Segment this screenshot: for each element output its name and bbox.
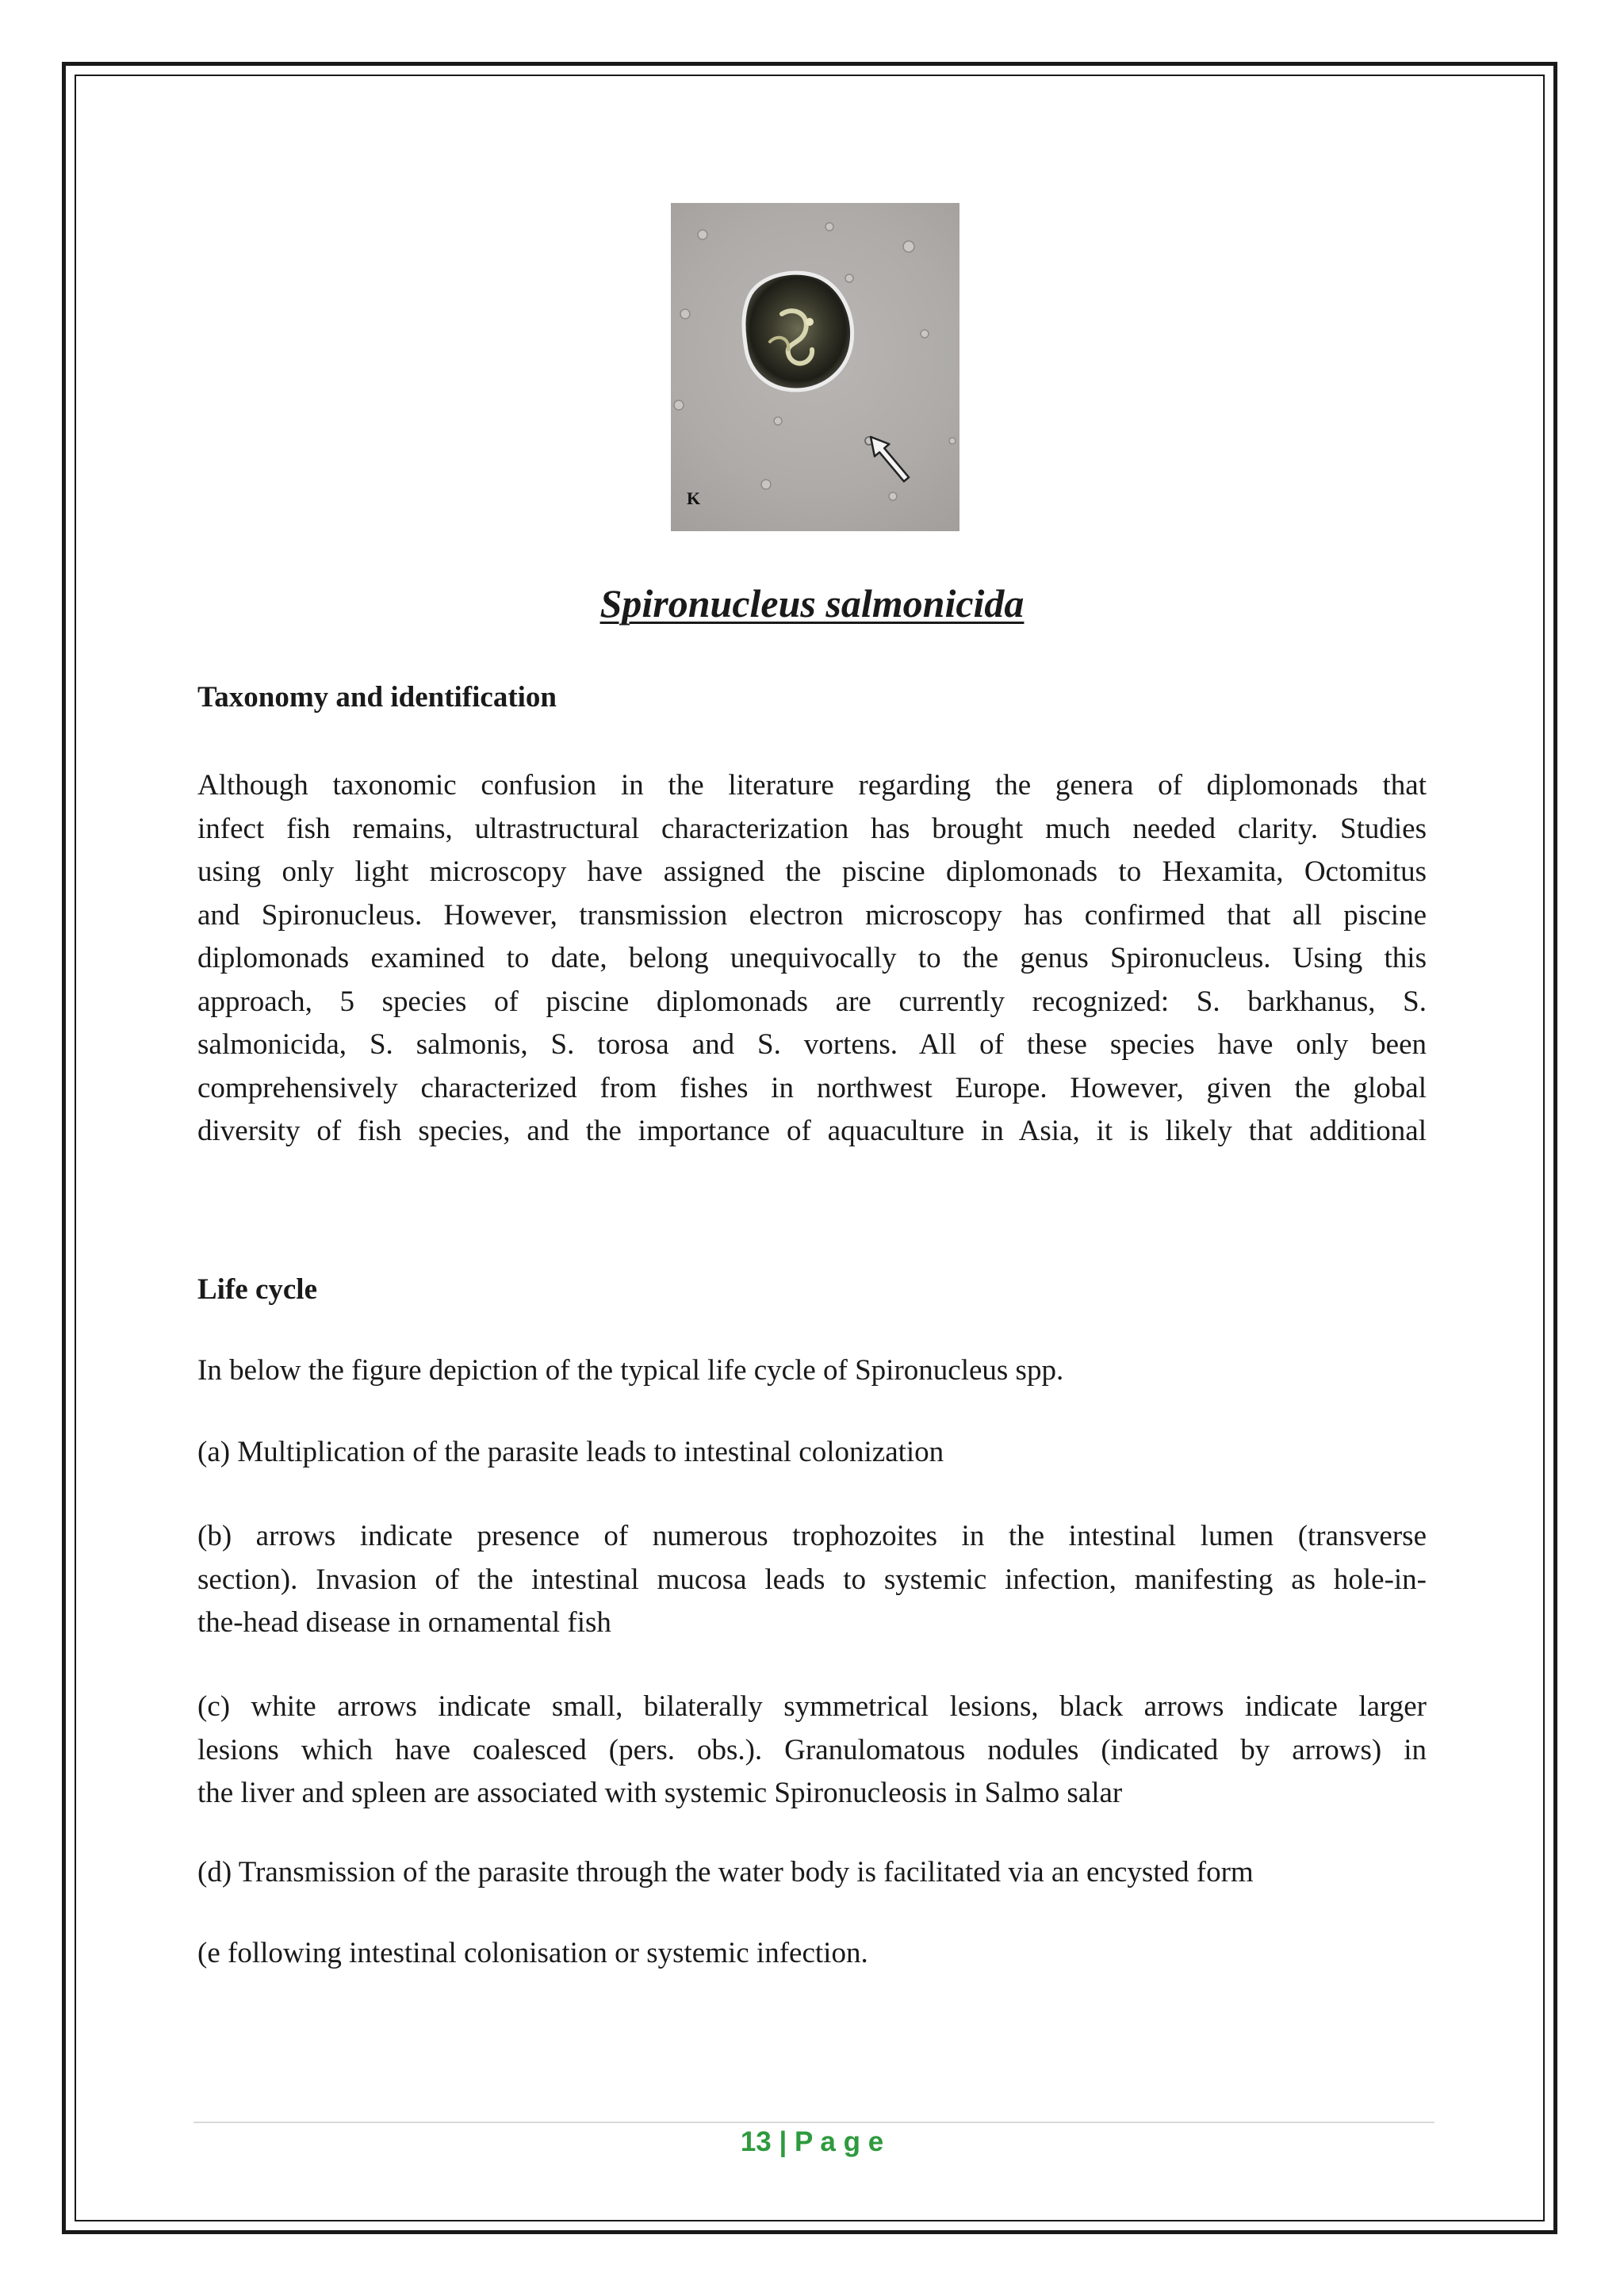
- micrograph-image: [671, 203, 959, 531]
- taxonomy-line: comprehensively characterized from fishes in northwest Europe. However, given the global: [197, 1071, 1427, 1104]
- taxonomy-line: infect fish remains, ultrastructural characterization has brought much needed clarity. Studies: [197, 812, 1427, 845]
- heading-life-cycle: Life cycle: [197, 1273, 317, 1306]
- taxonomy-line: and Spironucleus. However, transmission electron microscopy has confirmed that all piscine: [197, 898, 1427, 932]
- life-cycle-intro: In below the figure depiction of the typical life cycle of Spironucleus spp.: [197, 1354, 1064, 1387]
- taxonomy-line: salmonicida, S. salmonis, S. torosa and S. vortens. All of these species have only been: [197, 1028, 1427, 1061]
- page-number: 13 | P a g e: [740, 2126, 884, 2157]
- taxonomy-line: diversity of fish species, and the importance of aquaculture in Asia, it is likely that additional: [197, 1115, 1427, 1147]
- footer-divider: [193, 2122, 1434, 2123]
- taxonomy-paragraph: [197, 764, 1427, 1154]
- life-cycle-item-b: (b) arrows indicate presence of numerous trophozoites in the intestinal lumen (transverse section). Invasion of the intestinal mucosa leads to systemic infection, manifesting as hole-in- the-head disease in ornamental fish: [197, 1520, 1427, 1639]
- life-cycle-item-c: (c) white arrows indicate small, bilaterally symmetrical lesions, black arrows indicate larger lesions which have coalesced (pers. obs.). Granulomatous nodules (indicated by arrows) in the liver and spleen are associated with systemic Spironucleosis in Salmo salar: [197, 1690, 1427, 1809]
- heading-taxonomy: Taxonomy and identification: [197, 681, 557, 714]
- taxonomy-line: using only light microscopy have assigned the piscine diplomonads to Hexamita, Octomitus: [197, 855, 1427, 888]
- micrograph-label: K: [687, 488, 701, 508]
- taxonomy-line: Although taxonomic confusion in the literature regarding the genera of diplomonads that: [197, 769, 1427, 802]
- taxonomy-line: diplomonads examined to date, belong unequivocally to the genus Spironucleus. Using this: [197, 942, 1427, 974]
- life-cycle-item-d: (d) Transmission of the parasite through the water body is facilitated via an encysted form: [197, 1856, 1254, 1888]
- life-cycle-item-a: (a) Multiplication of the parasite leads to intestinal colonization: [197, 1436, 944, 1468]
- life-cycle-item-e: (e following intestinal colonisation or systemic infection.: [197, 1937, 868, 1969]
- page-title: Spironucleus salmonicida: [599, 581, 1025, 626]
- taxonomy-line: approach, 5 species of piscine diplomonads are currently recognized: S. barkhanus, S.: [197, 985, 1427, 1018]
